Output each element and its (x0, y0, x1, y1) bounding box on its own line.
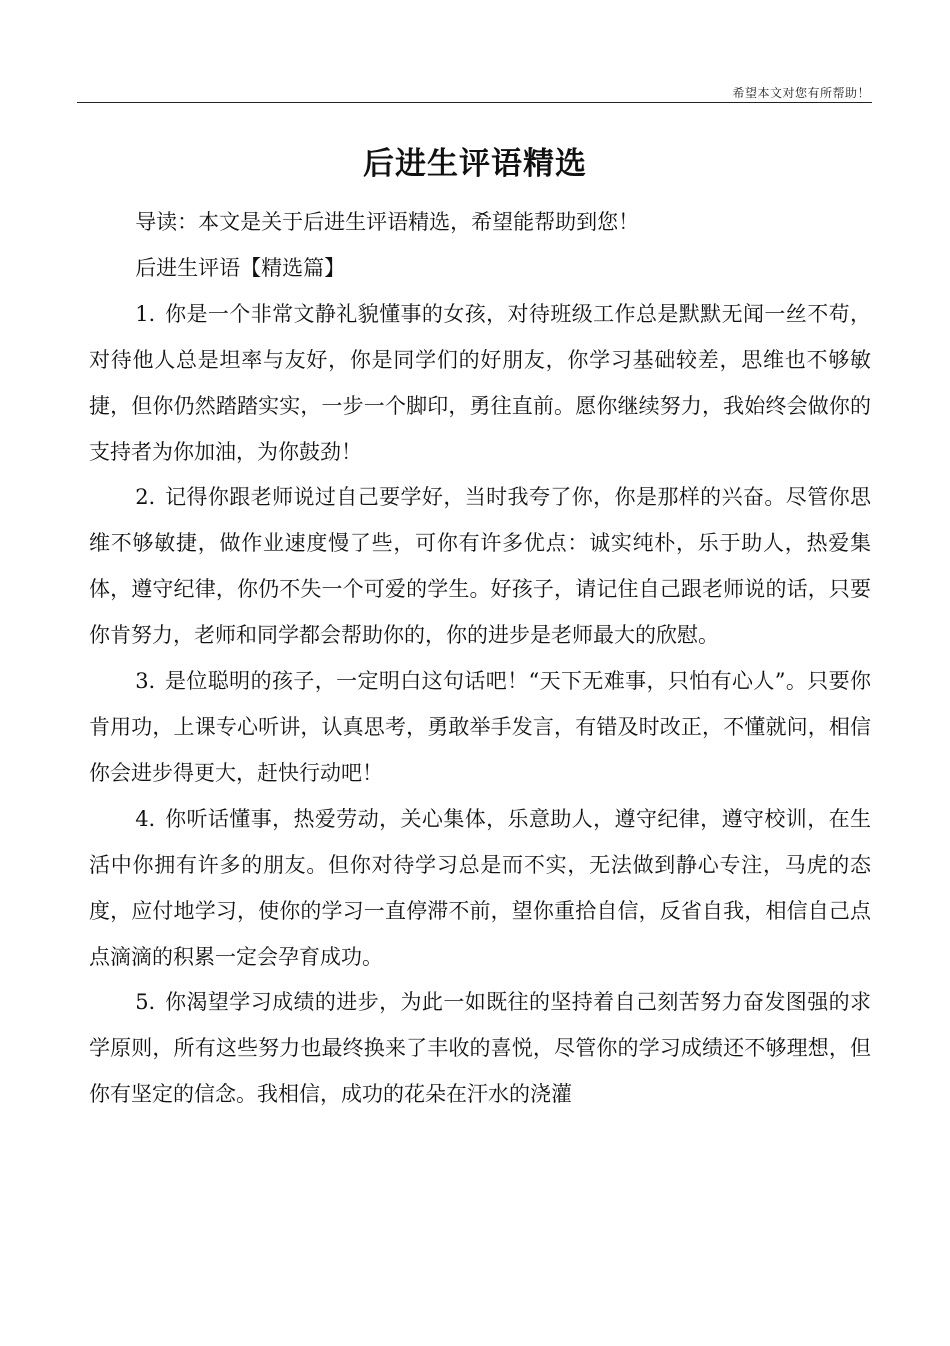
page-title: 后进生评语精选 (363, 145, 587, 182)
document-body (89, 200, 871, 1118)
intro-paragraph: 导读：本文是关于后进生评语精选，希望能帮助到您！ (135, 210, 640, 234)
item-number: 3. (135, 669, 156, 694)
item-number: 2. (135, 485, 156, 510)
item-number: 5. (135, 990, 156, 1015)
item-number: 1. (135, 301, 156, 326)
item-text: 你听话懂事，热爱劳动，关心集体，乐意助人，遵守纪律，遵守校训，在生活中你拥有许多的朋友。但你对待学习总是而不实，无法做到静心专注，马虎的态度，应付地学习，使你的学习一直停滞不前，望你重拾自信，反省自我，相信自己点点滴滴的积累一定会孕育成功。 (89, 806, 871, 969)
section-heading: 后进生评语【精选篇】 (135, 255, 346, 280)
item-text: 是位聪明的孩子，一定明白这句话吧！“天下无难事，只怕有心人”。只要你肯用功，上课专心听讲，认真思考，勇敢举手发言，有错及时改正，不懂就问，相信你会进步得更大，赶快行动吧！ (89, 669, 871, 785)
comment-item-2 (89, 475, 871, 659)
item-number: 4. (135, 806, 156, 831)
header-divider (77, 102, 872, 103)
comment-item-4 (89, 797, 871, 981)
comment-item-1 (89, 292, 871, 476)
header-note: 希望本文对您有所帮助！ (732, 86, 870, 100)
comment-item-3 (89, 659, 871, 797)
item-text: 你是一个非常文静礼貌懂事的女孩，对待班级工作总是默默无闻一丝不苟，对待他人总是坦率与友好，你是同学们的好朋友，你学习基础较差，思维也不够敏捷，但你仍然踏踏实实，一步一个脚印，勇往直前。愿你继续努力，我始终会做你的支持者为你加油，为你鼓劲！ (89, 301, 871, 464)
comment-item-5 (89, 980, 871, 1118)
item-text: 你渴望学习成绩的进步，为此一如既往的坚持着自己刻苦努力奋发图强的求学原则，所有这些努力也最终换来了丰收的喜悦，尽管你的学习成绩还不够理想，但你有坚定的信念。我相信，成功的花朵在汗水的浇灌 (89, 990, 871, 1107)
item-text: 记得你跟老师说过自己要学好，当时我夸了你，你是那样的兴奋。尽管你思维不够敏捷，做作业速度慢了些，可你有许多优点：诚实纯朴，乐于助人，热爱集体，遵守纪律，你仍不失一个可爱的学生。好孩子，请记住自己跟老师说的话，只要你肯努力，老师和同学都会帮助你的，你的进步是老师最大的欣慰。 (89, 485, 871, 648)
